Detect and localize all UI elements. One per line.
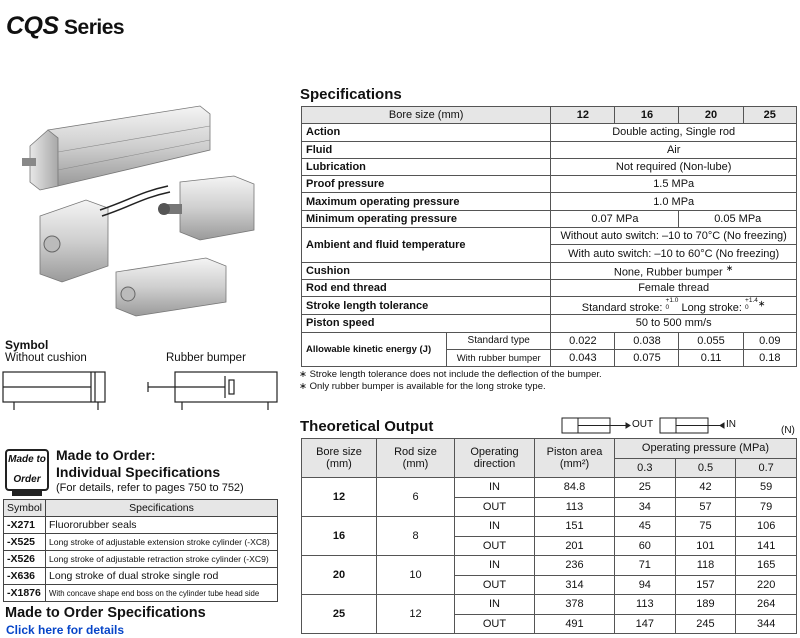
col-bore-text: Bore size [316,446,362,458]
rod-cell: 8 [377,517,455,556]
direction-legend [560,415,800,437]
output-cell: 118 [675,556,736,576]
cushion-text: None, Rubber bumper [613,266,723,279]
kinetic-value: 0.038 [615,332,679,349]
table-row [302,176,797,193]
cushion-note-mark: ∗ [725,262,734,273]
mto-specifications-heading: Made to Order Specifications [5,605,206,621]
tolerance-lower: 0 [745,304,749,312]
bore-cell: 20 [302,556,377,595]
spec-label: Piston speed [302,315,551,332]
spec-label: Allowable kinetic energy (J) [302,332,447,367]
col-direction [455,439,535,478]
output-cell: 264 [736,595,797,615]
col-area [535,439,615,478]
kinetic-value: 0.043 [551,349,615,366]
table-row [4,551,278,568]
series-suffix: Series [58,16,125,39]
output-cell: 220 [736,575,797,595]
standard-tolerance [666,297,679,311]
output-cell: 189 [675,595,736,615]
output-cell: 79 [736,497,797,517]
col-area-text: Piston area [546,446,603,458]
table-row [302,141,797,158]
spec-label: Ambient and fluid temperature [302,228,551,263]
area-cell: 201 [535,536,615,556]
output-cell: 245 [675,614,736,634]
bore-25: 25 [743,107,796,124]
direction-cell: OUT [455,497,535,517]
mto-desc: Long stroke of dual stroke single rod [46,568,278,585]
area-cell: 113 [535,497,615,517]
table-row [302,228,797,245]
spec-label: Lubrication [302,158,551,175]
mto-code: -X525 [4,534,46,551]
rod-cell: 10 [377,556,455,595]
spec-value: Without auto switch: –10 to 70°C (No freezing) [551,228,797,245]
mto-col-specs: Specifications [46,500,278,517]
rod-cell: 12 [377,595,455,634]
area-cell: 236 [535,556,615,576]
output-cell: 25 [615,478,676,498]
symbol-heading: Symbol [5,338,49,352]
output-cell: 157 [675,575,736,595]
long-tolerance [745,297,758,311]
spec-value: Double acting, Single rod [551,124,797,141]
spec-label: Cushion [302,262,551,279]
output-cell: 344 [736,614,797,634]
spec-value: Air [551,141,797,158]
table-row [302,158,797,175]
direction-cell: IN [455,556,535,576]
table-row [302,595,797,615]
mto-code: -X271 [4,517,46,534]
spec-value [551,262,797,279]
spec-label: Rod end thread [302,279,551,296]
bore-16: 16 [615,107,679,124]
symbol-without-cushion-label: Without cushion [5,352,87,364]
made-to-order-badge [5,449,49,491]
tolerance-upper: +1.0 [665,297,679,305]
table-row [302,297,797,315]
area-cell: 314 [535,575,615,595]
spec-value: Not required (Non-lube) [551,158,797,175]
series-name: CQS [6,12,59,40]
badge-line-2: Order [13,474,41,485]
note-1: ∗ Stroke length tolerance does not include the deflection of the bumper. [299,369,602,380]
output-cell: 59 [736,478,797,498]
page-title [6,12,124,41]
col-area-unit: (mm²) [559,458,590,470]
table-row [302,210,797,227]
spec-label: Minimum operating pressure [302,210,551,227]
kinetic-value: 0.055 [679,332,743,349]
legend-diagrams [560,415,790,437]
table-row [4,568,278,585]
kinetic-value: 0.11 [679,349,743,366]
theoretical-output-table [301,438,797,634]
tolerance-upper: +1.4 [745,297,758,305]
mto-desc: With concave shape end boss on the cylinder tube head side [46,585,278,602]
kinetic-sub-label: Standard type [447,332,551,349]
direction-cell: OUT [455,536,535,556]
cylinder-symbol-diagrams [0,365,280,440]
output-cell: 101 [675,536,736,556]
kinetic-value: 0.09 [743,332,796,349]
mto-desc: Fluororubber seals [46,517,278,534]
stroke-note-mark: ∗ [757,298,766,309]
kinetic-sub-label: With rubber bumper [447,349,551,366]
output-unit: (N) [781,425,795,436]
area-cell: 491 [535,614,615,634]
legend-in-label: IN [726,419,736,430]
table-row [302,517,797,537]
spec-value: 0.07 MPa [551,210,679,227]
col-rod-text: Rod size [394,446,437,458]
mto-title-line-1: Made to Order: [56,447,156,463]
direction-cell: OUT [455,575,535,595]
kinetic-value: 0.075 [615,349,679,366]
table-row [302,315,797,332]
table-row [302,124,797,141]
mto-col-symbol: Symbol [4,500,46,517]
table-row [4,517,278,534]
mto-code: -X526 [4,551,46,568]
col-direction-text1: Operating [470,446,519,458]
direction-cell: IN [455,517,535,537]
col-bore-unit: (mm) [326,458,352,470]
bore-size-label: Bore size (mm) [302,107,551,124]
rod-cell: 6 [377,478,455,517]
col-bore [302,439,377,478]
spec-value: 0.05 MPa [679,210,797,227]
output-cell: 42 [675,478,736,498]
theoretical-output-heading: Theoretical Output [300,418,434,435]
mto-code: -X636 [4,568,46,585]
spec-value: With auto switch: –10 to 60°C (No freezing) [551,245,797,262]
spec-value [551,297,797,315]
area-cell: 151 [535,517,615,537]
table-row [4,534,278,551]
details-link[interactable]: Click here for details [6,623,125,637]
bore-12: 12 [551,107,615,124]
spec-value: 1.5 MPa [551,176,797,193]
output-cell: 106 [736,517,797,537]
direction-cell: IN [455,595,535,615]
spec-label: Fluid [302,141,551,158]
table-row [4,585,278,602]
stroke-long-label: Long stroke: [678,302,746,315]
bore-cell: 12 [302,478,377,517]
table-row [302,262,797,279]
legend-out-label: OUT [632,419,654,430]
spec-notes [299,369,602,392]
area-cell: 378 [535,595,615,615]
note-2: ∗ Only rubber bumper is available for the long stroke type. [299,380,546,392]
spec-label: Action [302,124,551,141]
symbol-rubber-bumper-label: Rubber bumper [166,352,246,364]
spec-value: 50 to 500 mm/s [551,315,797,332]
bore-20: 20 [679,107,743,124]
made-to-order-table [3,499,278,602]
col-pressure: Operating pressure (MPa) [615,439,797,459]
output-cell: 75 [675,517,736,537]
col-direction-text2: direction [473,458,516,470]
mto-desc: Long stroke of adjustable retraction stroke cylinder (-XC9) [46,551,278,568]
spec-label: Maximum operating pressure [302,193,551,210]
mto-title-line-2: Individual Specifications [56,464,221,480]
output-cell: 113 [615,595,676,615]
table-row [302,279,797,296]
col-rod-unit: (mm) [402,458,429,470]
spec-label: Stroke length tolerance [302,297,551,315]
output-cell: 165 [736,556,797,576]
badge-stand [12,491,42,496]
specifications-heading: Specifications [300,86,402,103]
product-photo [20,90,275,320]
output-cell: 57 [675,497,736,517]
spec-label: Proof pressure [302,176,551,193]
mto-code: -X1876 [4,585,46,602]
mto-subtitle: (For details, refer to pages 750 to 752) [56,482,244,494]
bore-cell: 25 [302,595,377,634]
area-cell: 84.8 [535,478,615,498]
pressure-value: 0.3 [615,458,676,478]
tolerance-lower: 0 [665,304,670,312]
output-cell: 60 [615,536,676,556]
output-cell: 147 [615,614,676,634]
output-cell: 45 [615,517,676,537]
direction-cell: IN [455,478,535,498]
table-row [302,478,797,498]
spec-value: 1.0 MPa [551,193,797,210]
pressure-value: 0.5 [675,458,736,478]
mto-desc: Long stroke of adjustable extension stroke cylinder (-XC8) [46,534,278,551]
col-rod [377,439,455,478]
bore-cell: 16 [302,517,377,556]
badge-line-1: Made to [8,454,46,465]
direction-cell: OUT [455,614,535,634]
pressure-value: 0.7 [736,458,797,478]
output-cell: 141 [736,536,797,556]
spec-value: Female thread [551,279,797,296]
output-cell: 71 [615,556,676,576]
table-row [302,193,797,210]
made-to-order-title [56,447,220,481]
table-row [302,556,797,576]
specifications-table [301,106,797,367]
stroke-standard-label: Standard stroke: [581,302,666,315]
table-row [302,332,797,349]
kinetic-value: 0.022 [551,332,615,349]
output-cell: 94 [615,575,676,595]
output-cell: 34 [615,497,676,517]
kinetic-value: 0.18 [743,349,796,366]
